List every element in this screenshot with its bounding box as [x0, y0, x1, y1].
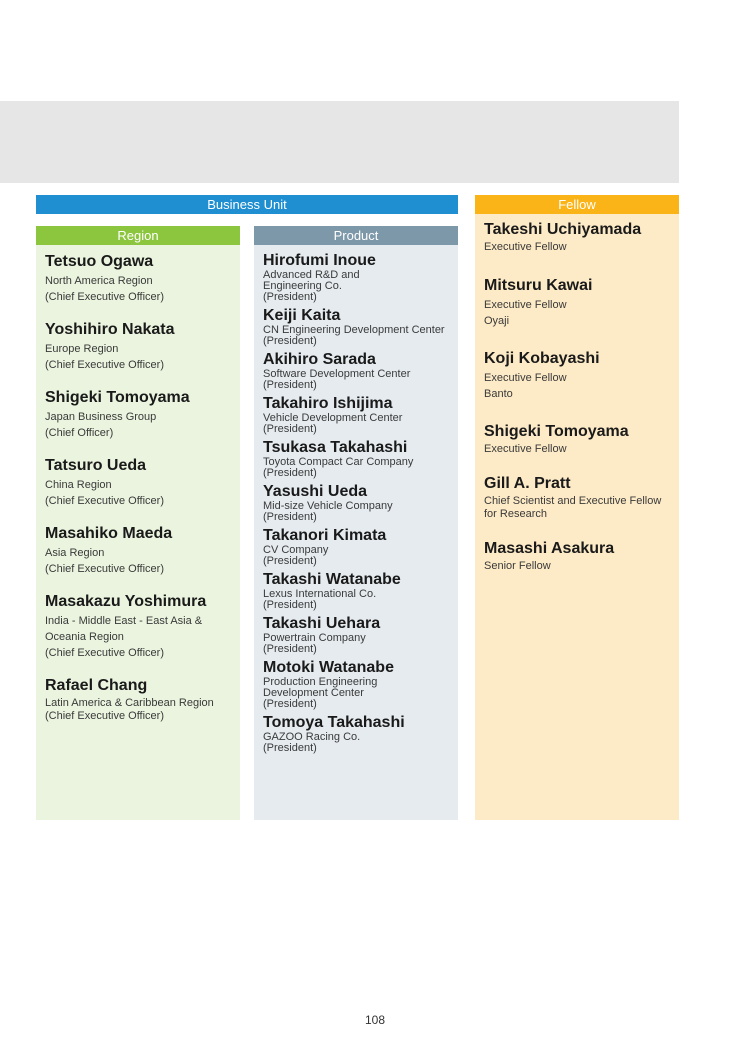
- region-entry: [45, 592, 234, 661]
- person-note: Oyaji: [484, 315, 510, 327]
- product-entry: [263, 571, 454, 611]
- person-name: Akihiro Sarada: [263, 351, 376, 368]
- person-name: Tsukasa Takahashi: [263, 439, 408, 456]
- person-title: (Chief Executive Officer): [45, 647, 165, 659]
- person-role: GAZOO Racing Co.: [263, 731, 361, 743]
- person-title: (Chief Executive Officer): [45, 495, 165, 507]
- person-title: Executive Fellow: [484, 241, 567, 253]
- fellow-entry: [484, 276, 673, 329]
- person-name: Hirofumi Inoue: [263, 252, 376, 269]
- person-name: Masashi Asakura: [484, 540, 615, 557]
- person-role: India - Middle East - East Asia & Oceania Region: [45, 615, 203, 643]
- person-role: CN Engineering Development Center: [263, 324, 445, 336]
- person-title: (President): [263, 555, 317, 567]
- person-title: (President): [263, 643, 317, 655]
- person-title: (President): [263, 467, 317, 479]
- person-title: Executive Fellow: [484, 372, 567, 384]
- person-name: Takashi Uehara: [263, 615, 381, 632]
- product-entry: [263, 252, 454, 303]
- product-column: [254, 245, 458, 820]
- person-name: Yoshihiro Nakata: [45, 321, 175, 338]
- region-header: Region: [36, 226, 240, 245]
- region-entry: [45, 456, 234, 509]
- person-title: (President): [263, 511, 317, 523]
- person-role: Japan Business Group: [45, 411, 157, 423]
- person-title: (President): [263, 423, 317, 435]
- person-title: (Chief Executive Officer): [45, 359, 165, 371]
- person-name: Koji Kobayashi: [484, 350, 600, 367]
- product-entry: [263, 483, 454, 523]
- person-role: Vehicle Development Center: [263, 412, 403, 424]
- product-entry: [263, 351, 454, 391]
- person-role: Latin America & Caribbean Region: [45, 697, 214, 709]
- person-name: Tatsuro Ueda: [45, 457, 147, 474]
- person-name: Takanori Kimata: [263, 527, 387, 544]
- page-number: 108: [364, 1013, 386, 1027]
- person-title: (Chief Officer): [45, 427, 114, 439]
- region-entry: [45, 320, 234, 373]
- person-name: Masakazu Yoshimura: [45, 593, 207, 610]
- person-name: Rafael Chang: [45, 677, 148, 694]
- person-name: Gill A. Pratt: [484, 475, 571, 492]
- person-title: (Chief Executive Officer): [45, 710, 165, 722]
- product-entry: [263, 439, 454, 479]
- person-title: Senior Fellow: [484, 560, 551, 572]
- person-name: Motoki Watanabe: [263, 659, 394, 676]
- fellow-entry: [484, 539, 673, 573]
- person-title: Executive Fellow: [484, 443, 567, 455]
- person-name: Keiji Kaita: [263, 307, 341, 324]
- person-note: Banto: [484, 388, 513, 400]
- person-role: Powertrain Company: [263, 632, 366, 644]
- person-name: Shigeki Tomoyama: [45, 389, 190, 406]
- product-entry: [263, 307, 454, 347]
- fellow-entry: [484, 349, 673, 402]
- person-title: (Chief Executive Officer): [45, 291, 165, 303]
- fellow-entry: [484, 474, 673, 521]
- business-unit-header: Business Unit: [36, 195, 458, 214]
- person-role: Lexus International Co.: [263, 588, 377, 600]
- person-role: Asia Region: [45, 547, 105, 559]
- person-name: Mitsuru Kawai: [484, 277, 593, 294]
- person-name: Takahiro Ishijima: [263, 395, 393, 412]
- header-band: [0, 101, 679, 183]
- person-role: Toyota Compact Car Company: [263, 456, 414, 468]
- fellow-column: [475, 214, 679, 820]
- fellow-entry: [484, 422, 673, 456]
- fellow-header: Fellow: [475, 195, 679, 214]
- region-entry: [45, 252, 234, 305]
- region-entry: [45, 676, 234, 723]
- person-role: Software Development Center: [263, 368, 411, 380]
- product-header: Product: [254, 226, 458, 245]
- person-name: Takeshi Uchiyamada: [484, 221, 642, 238]
- fellow-entry: [484, 220, 673, 254]
- person-title: (President): [263, 291, 317, 303]
- product-entry: [263, 395, 454, 435]
- person-role: Production Engineering Development Center: [263, 676, 378, 699]
- person-role: Mid-size Vehicle Company: [263, 500, 393, 512]
- person-title: (President): [263, 379, 317, 391]
- person-name: Shigeki Tomoyama: [484, 423, 629, 440]
- person-role: Advanced R&D and Engineering Co.: [263, 269, 360, 292]
- person-title: (President): [263, 698, 317, 710]
- person-title: (President): [263, 335, 317, 347]
- person-title: Chief Scientist and Executive Fellow for Research: [484, 495, 662, 520]
- person-title: (President): [263, 599, 317, 611]
- person-role: China Region: [45, 479, 112, 491]
- person-role: North America Region: [45, 275, 153, 287]
- product-entry: [263, 659, 454, 710]
- person-role: CV Company: [263, 544, 329, 556]
- person-name: Tetsuo Ogawa: [45, 253, 154, 270]
- product-entry: [263, 615, 454, 655]
- region-column: [36, 245, 240, 820]
- region-entry: [45, 524, 234, 577]
- region-entry: [45, 388, 234, 441]
- person-name: Takashi Watanabe: [263, 571, 401, 588]
- person-title: Executive Fellow: [484, 299, 567, 311]
- person-title: (Chief Executive Officer): [45, 563, 165, 575]
- person-title: (President): [263, 742, 317, 754]
- person-role: Europe Region: [45, 343, 119, 355]
- product-entry: [263, 527, 454, 567]
- product-entry: [263, 714, 454, 754]
- person-name: Tomoya Takahashi: [263, 714, 405, 731]
- person-name: Yasushi Ueda: [263, 483, 368, 500]
- person-name: Masahiko Maeda: [45, 525, 173, 542]
